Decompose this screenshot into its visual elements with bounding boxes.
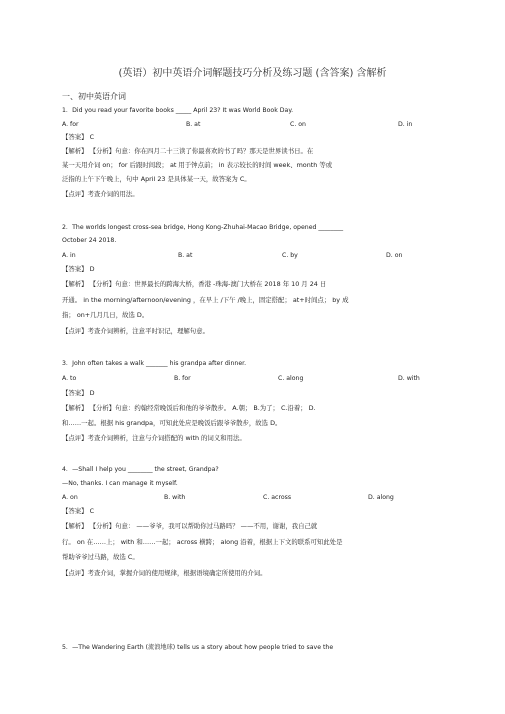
q3-option-a: A. to xyxy=(62,375,77,382)
q4-analysis-line-2: 行。 on 在……上； with 和……一起； across 横跨； along 沿着，根据上下文的联系可知此处是 xyxy=(62,538,343,546)
q1-option-a: A. for xyxy=(62,121,79,128)
q1-comment: 【点评】考查介词的用法。 xyxy=(62,190,139,198)
q3-option-c: C. along xyxy=(278,375,304,382)
question-2-stem-line-2: October 24 2018. xyxy=(62,237,117,244)
question-1-stem: 1．Did you read your favorite books _____ April 23? It was World Book Day. xyxy=(62,107,294,114)
q2-option-a: A. in xyxy=(62,252,76,259)
q1-analysis-line-2: 某一天用介词 on； for 后跟时间段； at 用于钟点前； in 表示较长的时间 week、month 等或 xyxy=(62,161,333,169)
q2-option-d: D. on xyxy=(386,252,403,259)
question-2-stem-line-1: 2．The worlds longest cross-sea bridge, Hong Kong-Zhuhai-Macao Bridge, opened ________ xyxy=(62,224,344,231)
q4-option-c: C. across xyxy=(263,494,292,501)
q4-option-b: B. with xyxy=(164,494,186,501)
q1-answer: 【答案】 C xyxy=(62,133,95,141)
q3-comment: 【点评】考查介词辨析，注意与介词搭配的 with 的词义和用法。 xyxy=(62,434,246,442)
document-title: (英语）初中英语介词解题技巧分析及练习题 (含答案) 含解析 xyxy=(118,68,387,79)
q4-analysis-line-3: 帮助爷爷过马路，故选 C。 xyxy=(62,553,139,561)
q1-analysis-line-1: 【解析】 【分析】句意：你在四月二十三读了你最喜欢的书了吗？那天是世界读书日。在 xyxy=(62,147,314,155)
question-3-stem: 3．John often takes a walk _______ his grandpa after dinner. xyxy=(62,360,247,367)
q3-option-b: B. for xyxy=(174,375,191,382)
q2-comment: 【点评】考查介词辨析，注意平时识记，理解句意。 xyxy=(62,327,209,335)
q2-analysis-line-3: 指； on+几月几日，故选 D。 xyxy=(62,311,149,319)
q3-analysis-line-2: 和……一起。根据 his grandpa，可知此处应是晚饭后跟爷爷散步，故选 D。 xyxy=(62,419,282,427)
q1-option-b: B. at xyxy=(186,121,201,128)
question-5-stem: 5．—The Wandering Earth (流浪地球) tells us a story about how people tried to save the xyxy=(62,644,334,651)
q2-option-b: B. at xyxy=(178,252,193,259)
q4-answer: 【答案】 C xyxy=(62,507,95,515)
q2-option-c: C. by xyxy=(282,252,298,259)
q4-option-a: A. on xyxy=(62,494,78,501)
q4-analysis-line-1: 【解析】 【分析】句意： ——爷爷，我可以帮助你过马路吗？ ——不用，谢谢，我自己就 xyxy=(62,522,318,530)
q2-analysis-line-2: 开通。 in the morning/afternoon/evening ，在早上 /下午 /晚上，固定搭配； at+时间点； by 成 xyxy=(62,296,349,304)
q3-option-d: D. with xyxy=(398,375,420,382)
q4-comment: 【点评】考查介词，掌握介词的使用规律，根据语境确定所使用的介词。 xyxy=(62,569,267,577)
q3-analysis-line-1: 【解析】 【分析】句意：约翰经常晚饭后和他的爷爷散步。 A.朝； B.为了； C.沿着； D. xyxy=(62,404,316,412)
section-heading: 一、初中英语介词 xyxy=(62,92,126,101)
q4-option-d: D. along xyxy=(368,494,394,501)
q2-answer: 【答案】 D xyxy=(62,265,95,273)
q2-analysis-line-1: 【解析】 【分析】句意：世界最长的跨海大桥，香港 -珠海-澳门大桥在 2018 年 10 月 24 日 xyxy=(62,280,327,288)
q3-answer: 【答案】 D xyxy=(62,389,95,397)
question-4-stem-line-2: —No, thanks. I can manage it myself. xyxy=(62,480,178,487)
question-4-stem-line-1: 4．—Shall I help you ________ the street, Grandpa? xyxy=(62,466,219,473)
q1-option-c: C. on xyxy=(290,121,306,128)
q1-analysis-line-3: 泛指的上午下午晚上，句中 April 23 是具体某一天，故答案为 C。 xyxy=(62,175,251,183)
q1-option-d: D. in xyxy=(398,121,413,128)
